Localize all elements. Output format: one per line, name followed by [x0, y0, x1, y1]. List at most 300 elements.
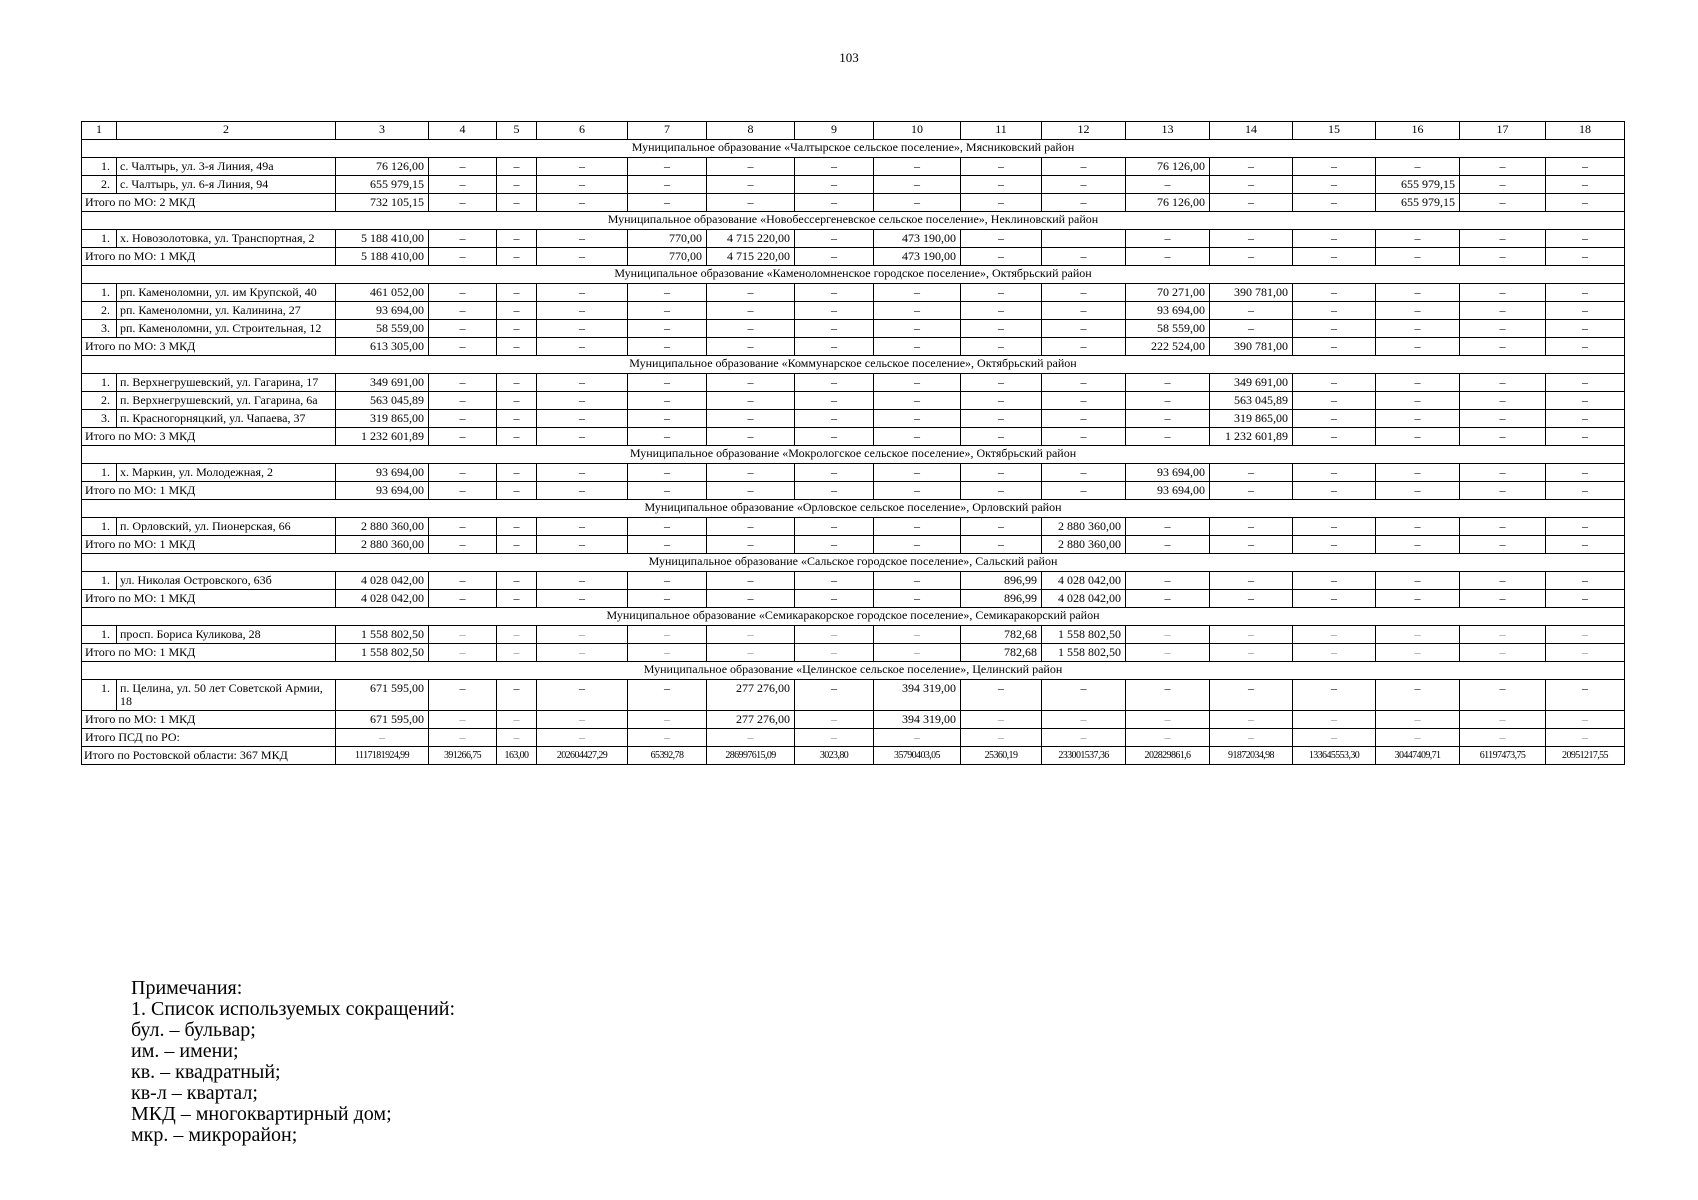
value-cell: –	[707, 536, 795, 554]
value-cell: –	[707, 626, 795, 644]
value-cell: –	[1460, 680, 1546, 711]
value-cell: –	[1210, 680, 1293, 711]
value-cell: –	[537, 374, 628, 392]
value-cell: –	[1293, 536, 1376, 554]
value-cell: –	[1126, 590, 1210, 608]
value-cell: –	[1210, 194, 1293, 212]
value-cell: –	[537, 158, 628, 176]
value-cell: –	[1376, 729, 1460, 747]
value-cell: –	[1293, 590, 1376, 608]
value-cell: –	[537, 680, 628, 711]
value-cell: –	[707, 392, 795, 410]
value-cell: –	[1210, 729, 1293, 747]
value-cell: –	[1293, 482, 1376, 500]
value-cell: –	[874, 338, 961, 356]
value-cell: –	[795, 729, 874, 747]
value-cell: –	[1293, 230, 1376, 248]
value-cell: –	[795, 176, 874, 194]
value-cell: –	[707, 590, 795, 608]
value-cell: –	[1042, 392, 1126, 410]
municipality-header-row	[82, 554, 1625, 572]
grand-total-row	[82, 747, 1625, 765]
value-cell: –	[1460, 410, 1546, 428]
municipality-title: Муниципальное образование «Орловское сельское поселение», Орловский район	[82, 500, 1625, 518]
value-cell: –	[874, 464, 961, 482]
municipality-header-row	[82, 608, 1625, 626]
value-cell: –	[537, 410, 628, 428]
value-cell: 277 276,00	[707, 680, 795, 711]
value-cell: –	[1460, 518, 1546, 536]
value-cell: –	[874, 392, 961, 410]
value-cell: –	[1210, 230, 1293, 248]
value-cell: –	[795, 572, 874, 590]
value-cell: –	[1460, 644, 1546, 662]
value-cell: –	[1210, 302, 1293, 320]
grand-total-label: Итого по Ростовской области: 367 МКД	[82, 747, 336, 765]
municipality-total-row	[82, 482, 1625, 500]
value-cell: –	[1546, 338, 1625, 356]
value-cell: –	[795, 644, 874, 662]
value-cell: 394 319,00	[874, 680, 961, 711]
value-cell: –	[628, 711, 707, 729]
value-cell: 5 188 410,00	[336, 230, 429, 248]
value-cell: –	[628, 392, 707, 410]
value-cell: –	[1293, 464, 1376, 482]
value-cell: –	[707, 572, 795, 590]
value-cell: –	[961, 711, 1042, 729]
grand-total-value: 3023,80	[795, 747, 874, 765]
value-cell: –	[1126, 230, 1210, 248]
value-cell: –	[628, 680, 707, 711]
value-cell: –	[1546, 428, 1625, 446]
value-cell: –	[497, 626, 537, 644]
value-cell: –	[336, 729, 429, 747]
column-header: 18	[1546, 122, 1625, 140]
value-cell: –	[1126, 428, 1210, 446]
value-cell: –	[961, 410, 1042, 428]
value-cell: –	[537, 230, 628, 248]
value-cell: –	[961, 194, 1042, 212]
value-cell: –	[1460, 338, 1546, 356]
value-cell: –	[961, 536, 1042, 554]
value-cell: 4 028 042,00	[1042, 590, 1126, 608]
value-cell: –	[1210, 158, 1293, 176]
value-cell: –	[961, 518, 1042, 536]
value-cell: –	[1546, 644, 1625, 662]
value-cell: –	[1546, 518, 1625, 536]
value-cell: –	[537, 590, 628, 608]
value-cell: –	[497, 410, 537, 428]
value-cell: –	[1376, 536, 1460, 554]
value-cell: –	[1293, 320, 1376, 338]
row-number: 1.	[82, 230, 117, 248]
value-cell: –	[1042, 729, 1126, 747]
municipality-title: Муниципальное образование «Мокрологское сельское поселение», Октябрьский район	[82, 446, 1625, 464]
value-cell: –	[1210, 711, 1293, 729]
municipality-header-row	[82, 212, 1625, 230]
value-cell: –	[1042, 338, 1126, 356]
grand-total-value: 202604427,29	[537, 747, 628, 765]
value-cell: –	[1546, 482, 1625, 500]
value-cell: –	[497, 392, 537, 410]
value-cell: 655 979,15	[1376, 194, 1460, 212]
municipality-title: Муниципальное образование «Целинское сельское поселение», Целинский район	[82, 662, 1625, 680]
grand-total-value: 25360,19	[961, 747, 1042, 765]
value-cell: –	[1460, 729, 1546, 747]
value-cell: –	[497, 464, 537, 482]
value-cell: 4 028 042,00	[336, 590, 429, 608]
grand-total-value: 1117181924,99	[336, 747, 429, 765]
column-header: 7	[628, 122, 707, 140]
value-cell: 93 694,00	[1126, 302, 1210, 320]
value-cell: 277 276,00	[707, 711, 795, 729]
value-cell: –	[497, 729, 537, 747]
value-cell: –	[537, 464, 628, 482]
value-cell: –	[1210, 572, 1293, 590]
value-cell: –	[429, 644, 497, 662]
value-cell: –	[874, 284, 961, 302]
value-cell: –	[1376, 284, 1460, 302]
value-cell: –	[1293, 729, 1376, 747]
value-cell: –	[1210, 320, 1293, 338]
municipality-header-row	[82, 500, 1625, 518]
value-cell: –	[707, 428, 795, 446]
value-cell: 93 694,00	[336, 464, 429, 482]
table-row	[82, 680, 1625, 711]
value-cell: 58 559,00	[1126, 320, 1210, 338]
value-cell: –	[1293, 338, 1376, 356]
value-cell: –	[1546, 729, 1625, 747]
value-cell: –	[1293, 644, 1376, 662]
value-cell: –	[1376, 158, 1460, 176]
grand-total-value: 65392,78	[628, 747, 707, 765]
value-cell: –	[874, 482, 961, 500]
value-cell: 782,68	[961, 626, 1042, 644]
notes-title: Примечания:	[131, 977, 243, 999]
value-cell: –	[961, 482, 1042, 500]
column-header: 16	[1376, 122, 1460, 140]
value-cell: 1 558 802,50	[1042, 626, 1126, 644]
table-row	[82, 320, 1625, 338]
municipality-title: Муниципальное образование «Сальское городское поселение», Сальский район	[82, 554, 1625, 572]
column-header: 8	[707, 122, 795, 140]
value-cell: –	[1042, 482, 1126, 500]
value-cell: –	[1460, 482, 1546, 500]
total-label: Итого по МО: 1 МКД	[82, 482, 336, 500]
value-cell: 58 559,00	[336, 320, 429, 338]
total-label: Итого по МО: 2 МКД	[82, 194, 336, 212]
value-cell: –	[497, 518, 537, 536]
value-cell: –	[795, 392, 874, 410]
municipality-title: Муниципальное образование «Коммунарское сельское поселение», Октябрьский район	[82, 356, 1625, 374]
value-cell: –	[1126, 680, 1210, 711]
value-cell: –	[628, 158, 707, 176]
value-cell: –	[1042, 194, 1126, 212]
value-cell: –	[537, 338, 628, 356]
value-cell: –	[429, 729, 497, 747]
column-header: 3	[336, 122, 429, 140]
value-cell: –	[707, 410, 795, 428]
value-cell: –	[795, 680, 874, 711]
total-label: Итого по МО: 1 МКД	[82, 711, 336, 729]
value-cell: –	[1210, 176, 1293, 194]
value-cell: 5 188 410,00	[336, 248, 429, 266]
value-cell: –	[497, 338, 537, 356]
value-cell: –	[961, 680, 1042, 711]
address-cell: ул. Николая Островского, 63б	[117, 572, 336, 590]
value-cell: –	[1546, 248, 1625, 266]
value-cell: –	[1460, 590, 1546, 608]
value-cell: –	[628, 284, 707, 302]
table-row	[82, 302, 1625, 320]
value-cell: –	[429, 464, 497, 482]
value-cell: –	[1042, 284, 1126, 302]
value-cell: –	[795, 230, 874, 248]
value-cell: –	[1460, 626, 1546, 644]
value-cell: 2 880 360,00	[336, 518, 429, 536]
value-cell: –	[1293, 410, 1376, 428]
value-cell: –	[874, 572, 961, 590]
value-cell: –	[628, 729, 707, 747]
psd-total-row	[82, 729, 1625, 747]
value-cell: –	[795, 248, 874, 266]
municipality-title: Муниципальное образование «Каменоломненское городское поселение», Октябрьский район	[82, 266, 1625, 284]
value-cell	[1042, 230, 1126, 248]
note-line: кв. – квадратный;	[131, 1061, 281, 1083]
value-cell: 732 105,15	[336, 194, 429, 212]
value-cell: –	[1546, 230, 1625, 248]
value-cell: 2 880 360,00	[1042, 518, 1126, 536]
value-cell: –	[961, 230, 1042, 248]
grand-total-value: 233001537,36	[1042, 747, 1126, 765]
value-cell: –	[707, 464, 795, 482]
value-cell: –	[537, 711, 628, 729]
value-cell: –	[628, 176, 707, 194]
value-cell: –	[628, 428, 707, 446]
address-cell: п. Красногорняцкий, ул. Чапаева, 37	[117, 410, 336, 428]
value-cell: –	[537, 572, 628, 590]
value-cell: –	[707, 320, 795, 338]
value-cell: –	[628, 194, 707, 212]
total-label: Итого по МО: 3 МКД	[82, 338, 336, 356]
value-cell: –	[1042, 302, 1126, 320]
value-cell: –	[429, 626, 497, 644]
table-row	[82, 464, 1625, 482]
value-cell: –	[497, 680, 537, 711]
value-cell: 76 126,00	[1126, 194, 1210, 212]
value-cell: –	[961, 176, 1042, 194]
value-cell: –	[1042, 248, 1126, 266]
value-cell: 1 558 802,50	[336, 644, 429, 662]
row-number: 1.	[82, 626, 117, 644]
value-cell: –	[628, 320, 707, 338]
value-cell: –	[537, 626, 628, 644]
table-row	[82, 284, 1625, 302]
table-row	[82, 158, 1625, 176]
column-header: 17	[1460, 122, 1546, 140]
value-cell: –	[628, 572, 707, 590]
value-cell: –	[795, 626, 874, 644]
value-cell: –	[537, 482, 628, 500]
value-cell: 4 028 042,00	[1042, 572, 1126, 590]
value-cell: –	[1042, 464, 1126, 482]
value-cell: –	[1460, 194, 1546, 212]
value-cell: –	[1376, 428, 1460, 446]
report-table	[81, 121, 1625, 765]
value-cell: –	[429, 572, 497, 590]
value-cell: –	[497, 248, 537, 266]
table-row	[82, 392, 1625, 410]
value-cell: –	[1376, 680, 1460, 711]
value-cell: –	[1460, 158, 1546, 176]
municipality-total-row	[82, 644, 1625, 662]
value-cell: –	[497, 176, 537, 194]
value-cell: 461 052,00	[336, 284, 429, 302]
value-cell: –	[497, 302, 537, 320]
value-cell: –	[1460, 536, 1546, 554]
total-label: Итого по МО: 3 МКД	[82, 428, 336, 446]
value-cell: –	[707, 729, 795, 747]
row-number: 1.	[82, 572, 117, 590]
value-cell: –	[961, 729, 1042, 747]
value-cell: –	[1460, 302, 1546, 320]
grand-total-value: 286997615,09	[707, 747, 795, 765]
value-cell: –	[1210, 590, 1293, 608]
value-cell: –	[1460, 428, 1546, 446]
value-cell: –	[1460, 374, 1546, 392]
value-cell: –	[874, 194, 961, 212]
value-cell: –	[795, 374, 874, 392]
value-cell: –	[1042, 428, 1126, 446]
value-cell: –	[795, 320, 874, 338]
grand-total-value: 163,00	[497, 747, 537, 765]
row-number: 2.	[82, 176, 117, 194]
value-cell: 1 232 601,89	[1210, 428, 1293, 446]
municipality-header-row	[82, 140, 1625, 158]
value-cell: –	[874, 176, 961, 194]
grand-total-value: 91872034,98	[1210, 747, 1293, 765]
value-cell: –	[628, 302, 707, 320]
value-cell: –	[874, 158, 961, 176]
table-row	[82, 374, 1625, 392]
value-cell: 671 595,00	[336, 680, 429, 711]
value-cell: –	[874, 536, 961, 554]
value-cell: –	[1126, 644, 1210, 662]
value-cell: –	[1293, 392, 1376, 410]
row-number: 2.	[82, 302, 117, 320]
value-cell: –	[1042, 680, 1126, 711]
municipality-title: Муниципальное образование «Семикаракорское городское поселение», Семикаракорский район	[82, 608, 1625, 626]
value-cell: 563 045,89	[1210, 392, 1293, 410]
value-cell: –	[537, 428, 628, 446]
value-cell: –	[537, 644, 628, 662]
value-cell: –	[537, 176, 628, 194]
municipality-total-row	[82, 711, 1625, 729]
value-cell: 222 524,00	[1126, 338, 1210, 356]
value-cell: –	[961, 248, 1042, 266]
note-line: МКД – многоквартирный дом;	[131, 1103, 392, 1125]
value-cell: –	[537, 729, 628, 747]
value-cell: –	[1460, 176, 1546, 194]
value-cell: –	[1460, 711, 1546, 729]
value-cell: –	[707, 518, 795, 536]
value-cell: –	[429, 284, 497, 302]
value-cell: –	[1376, 464, 1460, 482]
note-line: мкр. – микрорайон;	[131, 1124, 298, 1146]
value-cell: –	[497, 711, 537, 729]
value-cell: 2 880 360,00	[336, 536, 429, 554]
value-cell: –	[497, 536, 537, 554]
table-row	[82, 518, 1625, 536]
value-cell: 1 558 802,50	[336, 626, 429, 644]
value-cell: –	[1126, 410, 1210, 428]
column-header: 4	[429, 122, 497, 140]
table-row	[82, 626, 1625, 644]
value-cell: 4 715 220,00	[707, 230, 795, 248]
value-cell: –	[1210, 518, 1293, 536]
value-cell: –	[1210, 536, 1293, 554]
value-cell: –	[795, 338, 874, 356]
value-cell: 655 979,15	[336, 176, 429, 194]
value-cell: –	[1293, 158, 1376, 176]
value-cell: –	[429, 482, 497, 500]
grand-total-value: 35790403,05	[874, 747, 961, 765]
address-cell: п. Орловский, ул. Пионерская, 66	[117, 518, 336, 536]
municipality-total-row	[82, 248, 1625, 266]
value-cell: –	[429, 194, 497, 212]
value-cell: –	[497, 590, 537, 608]
value-cell: –	[429, 680, 497, 711]
value-cell: 349 691,00	[336, 374, 429, 392]
value-cell: –	[429, 302, 497, 320]
value-cell: –	[628, 518, 707, 536]
value-cell: 473 190,00	[874, 230, 961, 248]
value-cell: –	[429, 176, 497, 194]
value-cell: –	[1546, 284, 1625, 302]
value-cell: –	[429, 590, 497, 608]
value-cell: –	[795, 536, 874, 554]
value-cell: 76 126,00	[1126, 158, 1210, 176]
value-cell: –	[1546, 158, 1625, 176]
value-cell: –	[1126, 572, 1210, 590]
value-cell: –	[1460, 464, 1546, 482]
note-line: кв-л – квартал;	[131, 1082, 258, 1104]
value-cell: –	[1376, 248, 1460, 266]
value-cell: –	[874, 374, 961, 392]
municipality-total-row	[82, 590, 1625, 608]
value-cell: 70 271,00	[1126, 284, 1210, 302]
column-header-row	[82, 122, 1625, 140]
value-cell: –	[1460, 248, 1546, 266]
address-cell: п. Верхнегрушевский, ул. Гагарина, 17	[117, 374, 336, 392]
value-cell: –	[628, 626, 707, 644]
municipality-total-row	[82, 194, 1625, 212]
value-cell: –	[1376, 320, 1460, 338]
value-cell: 655 979,15	[1376, 176, 1460, 194]
address-cell: с. Чалтырь, ул. 6-я Линия, 94	[117, 176, 336, 194]
grand-total-value: 133645553,30	[1293, 747, 1376, 765]
value-cell: 390 781,00	[1210, 338, 1293, 356]
row-number: 1.	[82, 464, 117, 482]
value-cell: –	[537, 248, 628, 266]
value-cell: –	[961, 392, 1042, 410]
value-cell: –	[1546, 680, 1625, 711]
address-cell: х. Маркин, ул. Молодежная, 2	[117, 464, 336, 482]
value-cell: –	[707, 302, 795, 320]
value-cell: –	[707, 176, 795, 194]
column-header: 9	[795, 122, 874, 140]
value-cell: –	[497, 320, 537, 338]
